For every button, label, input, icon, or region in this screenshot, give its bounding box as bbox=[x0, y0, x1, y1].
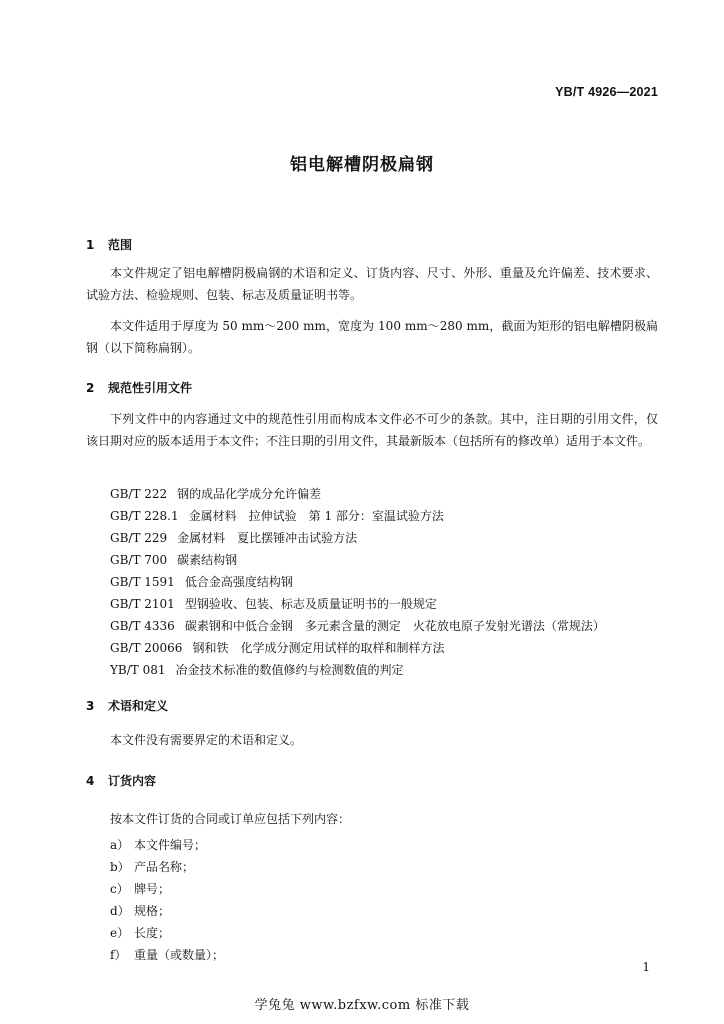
reference-item bbox=[110, 639, 444, 656]
list-item bbox=[110, 836, 206, 853]
terms-paragraph: 本文件没有需要界定的术语和定义。 bbox=[110, 733, 303, 747]
standard-code: YB/T 4926—2021 bbox=[555, 85, 658, 99]
reference-title: 金属材料 夏比摆锤冲击试验方法 bbox=[177, 531, 358, 545]
reference-title: 钢的成品化学成分允许偏差 bbox=[177, 487, 322, 501]
reference-title: 钢和铁 化学成分测定用试样的取样和制样方法 bbox=[192, 641, 445, 655]
list-item bbox=[110, 858, 194, 875]
reference-item bbox=[110, 551, 237, 568]
list-item bbox=[110, 924, 170, 941]
reference-code: GB/T 1591 bbox=[110, 575, 175, 589]
reference-title: 型钢验收、包装、标志及质量证明书的一般规定 bbox=[184, 597, 437, 611]
list-text: 产品名称； bbox=[134, 860, 195, 874]
list-item bbox=[110, 946, 224, 963]
references-intro-paragraph: 下列文件中的内容通过文中的规范性引用而构成本文件必不可少的条款。其中，注日期的引用文件，仅该日期对应的版本适用于本文件；不注日期的引用文件，其最新版本（包括所有的修改单）适用于本文件。 bbox=[86, 412, 658, 448]
scope-paragraph-1: 本文件规定了铝电解槽阴极扁钢的术语和定义、订货内容、尺寸、外形、重量及允许偏差、技术要求、试验方法、检验规则、包装、标志及质量证明书等。 bbox=[86, 266, 658, 302]
reference-code: GB/T 228.1 bbox=[110, 509, 179, 523]
list-label: f） bbox=[110, 948, 127, 962]
reference-title: 金属材料 拉伸试验 第 1 部分：室温试验方法 bbox=[188, 509, 444, 523]
list-label: a） bbox=[110, 838, 130, 852]
section-heading-order-content bbox=[86, 772, 156, 789]
reference-code: GB/T 700 bbox=[110, 553, 168, 567]
section-title: 订货内容 bbox=[108, 774, 157, 788]
reference-code: YB/T 081 bbox=[110, 663, 166, 677]
list-label: c） bbox=[110, 882, 129, 896]
section-heading-normative-references bbox=[86, 379, 192, 396]
list-item bbox=[110, 880, 170, 897]
section-title: 术语和定义 bbox=[108, 699, 169, 713]
section-heading-terms-definitions bbox=[86, 697, 168, 714]
reference-code: GB/T 229 bbox=[110, 531, 168, 545]
list-text: 本文件编号； bbox=[134, 838, 207, 852]
reference-item bbox=[110, 573, 293, 590]
list-label: d） bbox=[110, 904, 130, 918]
list-label: e） bbox=[110, 926, 130, 940]
reference-item bbox=[110, 617, 605, 634]
list-item bbox=[110, 902, 170, 919]
reference-item bbox=[110, 485, 321, 502]
reference-item bbox=[110, 507, 444, 524]
reference-item bbox=[110, 595, 437, 612]
order-intro-paragraph: 按本文件订货的合同或订单应包括下列内容： bbox=[110, 812, 351, 826]
reference-code: GB/T 4336 bbox=[110, 619, 175, 633]
list-label: b） bbox=[110, 860, 130, 874]
reference-title: 碳素钢和中低合金钢 多元素含量的测定 火花放电原子发射光谱法（常规法） bbox=[184, 619, 605, 633]
section-number: 4 bbox=[86, 774, 95, 788]
document-title: 铝电解槽阴极扁钢 bbox=[290, 155, 434, 175]
section-title: 范围 bbox=[108, 238, 133, 252]
list-text: 长度； bbox=[134, 926, 171, 940]
reference-item bbox=[110, 661, 404, 678]
reference-title: 碳素结构钢 bbox=[177, 553, 238, 567]
section-number: 3 bbox=[86, 699, 95, 713]
reference-title: 冶金技术标准的数值修约与检测数值的判定 bbox=[175, 663, 404, 677]
section-number: 2 bbox=[86, 381, 95, 395]
scope-paragraph-2: 本文件适用于厚度为 50 mm～200 mm，宽度为 100 mm～280 mm，截面为矩形的铝电解槽阴极扁钢（以下简称扁钢）。 bbox=[86, 319, 658, 355]
footer-watermark-text: 学兔兔 www.bzfxw.com 标准下载 bbox=[254, 998, 470, 1013]
reference-item bbox=[110, 529, 357, 546]
list-text: 规格； bbox=[134, 904, 171, 918]
list-text: 牌号； bbox=[134, 882, 171, 896]
reference-code: GB/T 20066 bbox=[110, 641, 183, 655]
section-title: 规范性引用文件 bbox=[108, 381, 193, 395]
reference-title: 低合金高强度结构钢 bbox=[184, 575, 293, 589]
page-number: 1 bbox=[642, 960, 650, 974]
list-text: 重量（或数量）； bbox=[134, 948, 225, 962]
reference-code: GB/T 222 bbox=[110, 487, 168, 501]
section-heading-scope bbox=[86, 236, 132, 253]
section-number: 1 bbox=[86, 238, 95, 252]
reference-code: GB/T 2101 bbox=[110, 597, 175, 611]
